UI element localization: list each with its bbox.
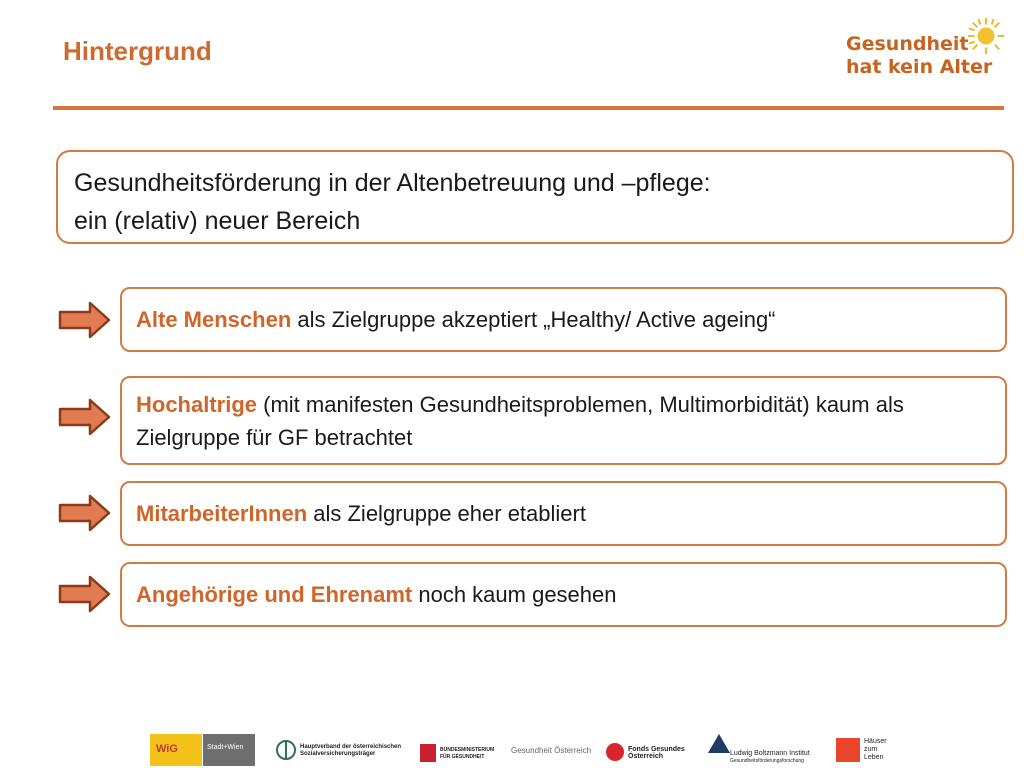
logo-sun-icon (967, 17, 1005, 55)
wig-logo: WiG (150, 734, 202, 766)
arrow-right-icon (58, 397, 112, 437)
goeg-logo: Gesundheit Österreich (511, 746, 592, 755)
point-box-3 (120, 481, 1007, 546)
fgoe-emblem-icon (606, 743, 624, 761)
haeuser-emblem-icon (836, 738, 860, 762)
point-rest-2: (mit manifesten Gesundheitsproblemen, Multimorbidität) kaum als Zielgruppe für GF betrachtet (136, 391, 904, 450)
logo-line-1: Gesundheit (846, 33, 969, 55)
main-statement-line-1: Gesundheitsförderung in der Altenbetreuung und –pflege: (74, 169, 711, 197)
arrow-right-icon (58, 493, 112, 533)
main-statement-line-2: ein (relativ) neuer Bereich (74, 207, 361, 235)
point-highlight-4: Angehörige und Ehrenamt (136, 582, 413, 607)
point-box-4 (120, 562, 1007, 627)
arrow-right-icon (58, 574, 112, 614)
point-rest-3: als Zielgruppe eher etabliert (307, 501, 586, 526)
point-text-2 (136, 388, 965, 454)
title-divider (53, 106, 1004, 110)
stadt-wien-logo: Stadt+Wien (203, 734, 255, 766)
sponsor-logo-bar (150, 734, 910, 766)
lbi-logo: Ludwig Boltzmann Institut Gesundheitsförderungsforschung (708, 734, 818, 766)
bmg-logo: BUNDESMINISTERIUM FÜR GESUNDHEIT (420, 734, 500, 766)
point-highlight-1: Alte Menschen (136, 307, 292, 332)
haeuser-zum-leben-logo: Häuser zum Leben (836, 734, 896, 766)
logo-line-2: hat kein Alter (846, 56, 993, 78)
point-box-1 (120, 287, 1007, 352)
main-statement-box (56, 150, 1014, 244)
lbi-emblem-icon (708, 734, 730, 754)
point-box-2 (120, 376, 1007, 465)
arrow-right-icon (58, 300, 112, 340)
hauptverband-emblem-icon (276, 737, 296, 763)
point-highlight-3: MitarbeiterInnen (136, 501, 308, 526)
point-rest-1: als Zielgruppe akzeptiert „Healthy/ Active ageing“ (291, 307, 776, 332)
point-text-4 (136, 578, 617, 611)
slide-title: Hintergrund (63, 36, 212, 66)
point-text-3 (136, 497, 586, 530)
hauptverband-logo: Hauptverband der österreichischen Sozialversicherungsträger (276, 734, 406, 766)
fgoe-logo: Fonds Gesundes Österreich (606, 734, 688, 766)
point-highlight-2: Hochaltrige (136, 391, 258, 417)
bmg-emblem-icon (420, 744, 436, 762)
point-rest-4: noch kaum gesehen (412, 582, 617, 607)
point-text-1 (136, 303, 776, 336)
